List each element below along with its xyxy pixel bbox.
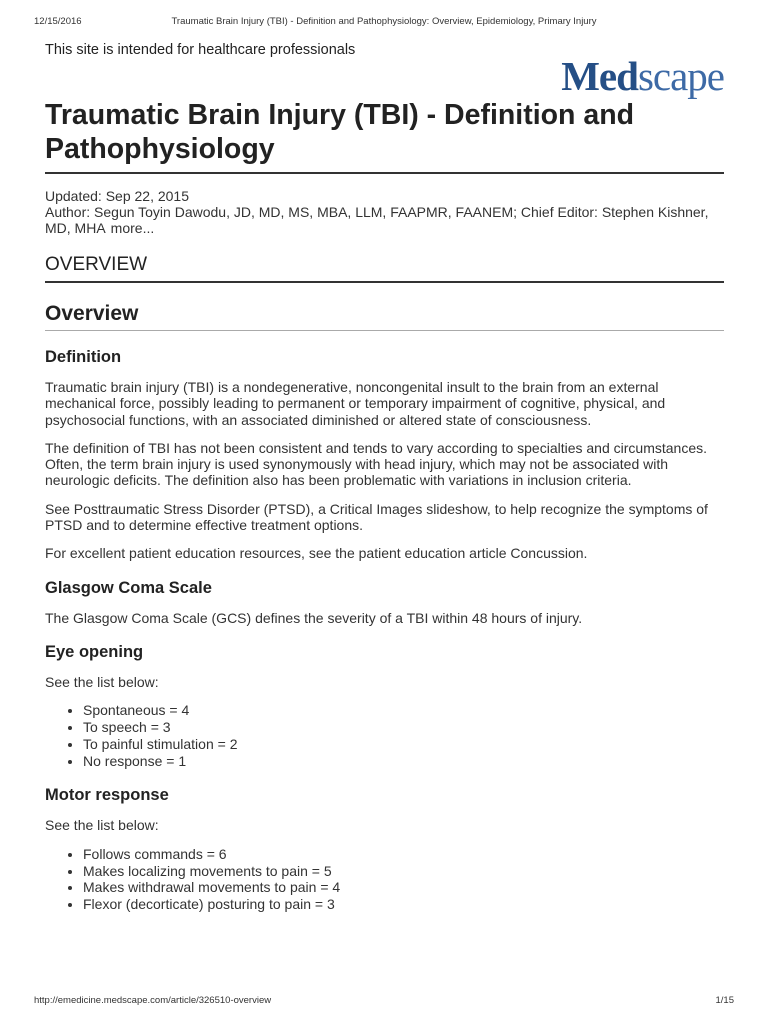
article-meta	[45, 188, 724, 236]
list-item: • Makes withdrawal movements to pain = 4	[83, 879, 724, 896]
list-item: • Spontaneous = 4	[83, 702, 724, 719]
heading-eye-opening: Eye opening	[45, 642, 144, 661]
page-number: 1/15	[715, 995, 734, 1006]
motor-response-list	[45, 846, 724, 913]
definition-paragraph-1: Traumatic brain injury (TBI) is a nondegenerative, noncongenital insult to the brain from an external mechanical force, possibly leading to permanent or temporary impairment of cognitive, physical, and psychosocial functions, with an associated diminished or altered state of consciousness.	[45, 379, 666, 428]
print-header	[34, 14, 734, 30]
more-link[interactable]: more...	[110, 220, 155, 236]
article-content	[45, 40, 724, 913]
definition-paragraph-2: The definition of TBI has not been consistent and tends to vary according to specialties and circumstances. Often, the term brain injury is used synonymously with head injury, which may not be associated with neurologic deficits. The definition also has been problematic with variations in inclusion criteria.	[45, 439, 708, 489]
author-line	[45, 204, 724, 236]
logo-part-med: Med	[561, 53, 638, 99]
print-url[interactable]: http://emedicine.medscape.com/article/326510-overview	[34, 995, 272, 1006]
section-heading-overview: OVERVIEW	[45, 254, 724, 283]
print-date: 12/15/2016	[34, 16, 82, 27]
definition-paragraph-4: For excellent patient education resources, see the patient education article Concussion.	[45, 545, 588, 562]
site-notice: This site is intended for healthcare professionals	[45, 42, 356, 58]
sub-heading-overview: Overview	[45, 302, 724, 331]
list-item: • Makes localizing movements to pain = 5	[83, 863, 724, 880]
list-item: • Follows commands = 6	[83, 846, 724, 863]
list-item: • To speech = 3	[83, 719, 724, 736]
heading-motor-response: Motor response	[45, 786, 169, 805]
gcs-paragraph: The Glasgow Coma Scale (GCS) defines the severity of a TBI within 48 hours of injury.	[45, 609, 583, 626]
print-page-title: Traumatic Brain Injury (TBI) - Definition and Pathophysiology: Overview, Epidemiology, Primary Injury	[171, 16, 597, 27]
logo-part-scape: scape	[637, 53, 724, 99]
heading-definition: Definition	[45, 348, 122, 366]
list-item: • To painful stimulation = 2	[83, 736, 724, 753]
motor-response-intro: See the list below:	[45, 817, 159, 834]
definition-paragraph-3: See Posttraumatic Stress Disorder (PTSD), a Critical Images slideshow, to help recognize the symptoms of PTSD and to determine effective treatment options.	[45, 500, 708, 534]
list-item: • No response = 1	[83, 753, 724, 770]
print-footer	[34, 994, 734, 1008]
article-title: Traumatic Brain Injury (TBI) - Definition and Pathophysiology	[45, 98, 724, 174]
medscape-logo[interactable]	[561, 54, 724, 98]
list-item: • Flexor (decorticate) posturing to pain = 3	[83, 896, 724, 913]
author-text: Author: Segun Toyin Dawodu, JD, MD, MS, MBA, LLM, FAAPMR, FAANEM; Chief Editor: Stephen Kishner, MD, MHA	[45, 204, 709, 236]
updated-date: Updated: Sep 22, 2015	[45, 188, 190, 204]
eye-opening-list	[45, 702, 724, 769]
eye-opening-intro: See the list below:	[45, 673, 159, 690]
heading-glasgow-coma-scale: Glasgow Coma Scale	[45, 578, 212, 597]
